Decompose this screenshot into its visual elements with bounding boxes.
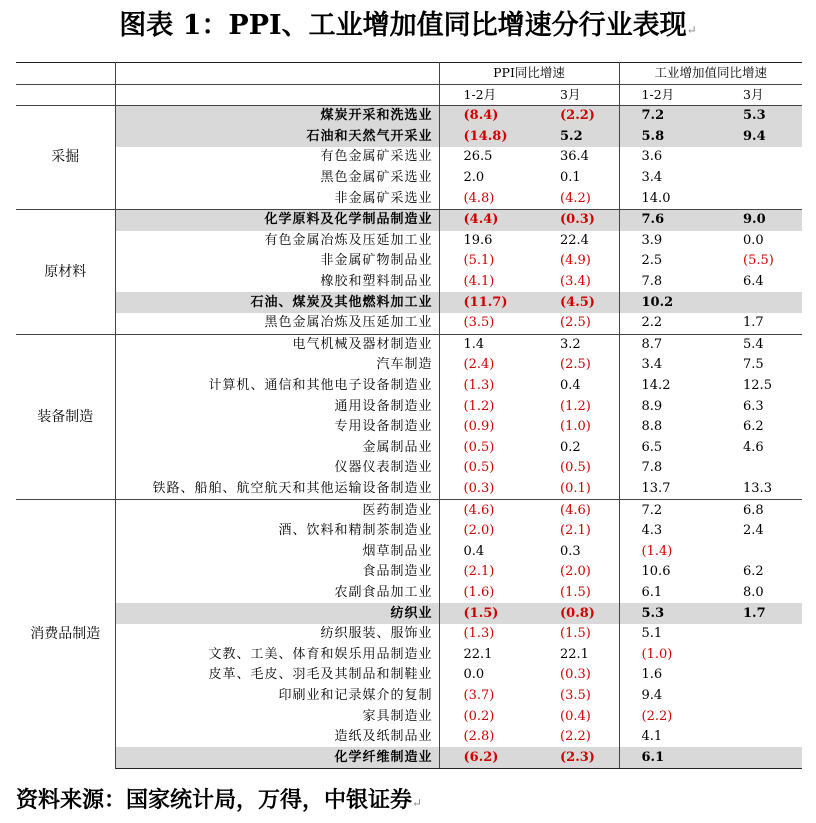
iav-mar-cell <box>711 727 802 748</box>
industry-cell: 文教、工美、体育和娱乐用品制造业 <box>115 644 439 665</box>
industry-cell: 烟草制品业 <box>115 541 439 562</box>
ppi-jan-feb-cell: (3.5) <box>463 315 495 331</box>
industry-cell: 石油、煤炭及其他燃料加工业 <box>115 292 439 313</box>
ppi-jan-feb-cell: (3.7) <box>463 687 495 703</box>
industry-cell: 化学纤维制造业 <box>115 747 439 768</box>
ppi-mar-cell: (2.0) <box>530 562 619 583</box>
header-ppi: PPI同比增速 <box>439 63 619 85</box>
ppi-mar-cell: (1.5) <box>530 624 619 645</box>
header-blank-group <box>16 63 115 85</box>
header-iav-mar: 3月 <box>711 84 802 106</box>
ppi-jan-feb-cell: (14.8) <box>439 127 530 148</box>
table-row <box>16 313 802 334</box>
industry-table <box>16 62 802 769</box>
ppi-jan-feb-cell: (0.2) <box>463 708 495 724</box>
industry-cell: 橡胶和塑料制品业 <box>115 272 439 293</box>
table-row <box>16 168 802 189</box>
table-row <box>16 438 802 459</box>
header-iav-jan-feb: 1-2月 <box>619 84 711 106</box>
ppi-jan-feb-cell: (4.6) <box>439 500 530 521</box>
iav-mar-cell: 5.4 <box>711 334 802 355</box>
iav-jan-feb-cell: 7.8 <box>641 460 663 476</box>
ppi-mar-cell: 3.2 <box>530 334 619 355</box>
table-row <box>16 272 802 293</box>
ppi-mar-cell: 0.2 <box>530 438 619 459</box>
table-row <box>16 583 802 604</box>
table-row <box>16 292 802 313</box>
ppi-jan-feb-cell: (5.1) <box>463 253 495 269</box>
header-ppi-mar: 3月 <box>530 84 619 106</box>
ppi-jan-feb-cell: 22.1 <box>463 646 493 662</box>
iav-mar-cell: 13.3 <box>743 480 772 496</box>
ppi-mar-cell: (0.5) <box>530 458 619 479</box>
ppi-jan-feb-cell: (1.5) <box>439 603 530 624</box>
header-ppi-jan-feb: 1-2月 <box>439 84 530 106</box>
ppi-mar-cell: (4.6) <box>530 500 619 521</box>
table-body <box>16 106 802 769</box>
iav-jan-feb-cell: 8.9 <box>641 398 663 414</box>
iav-jan-feb-cell: 2.2 <box>641 315 663 331</box>
ppi-mar-cell: (4.2) <box>530 188 619 209</box>
industry-cell: 仪器仪表制造业 <box>115 458 439 479</box>
table-row <box>16 127 802 148</box>
iav-mar-cell: 6.2 <box>743 564 764 580</box>
ppi-mar-cell: (4.9) <box>530 251 619 272</box>
iav-mar-cell <box>711 644 802 665</box>
ppi-mar-cell: (1.5) <box>530 583 619 604</box>
ppi-mar-cell: (3.4) <box>530 272 619 293</box>
iav-jan-feb-cell: 13.7 <box>641 480 671 496</box>
ppi-jan-feb-cell: (0.9) <box>463 419 495 435</box>
iav-mar-cell <box>711 541 802 562</box>
table-row <box>16 188 802 209</box>
group-label: 消费品制造 <box>16 500 115 769</box>
ppi-jan-feb-cell: (4.1) <box>463 274 495 290</box>
iav-mar-cell: 6.4 <box>743 274 764 290</box>
ppi-jan-feb-cell: (0.5) <box>463 460 495 476</box>
table-row <box>16 562 802 583</box>
industry-cell: 食品制造业 <box>115 562 439 583</box>
ppi-jan-feb-cell: (0.5) <box>463 439 495 455</box>
iav-jan-feb-cell: 7.2 <box>619 500 711 521</box>
iav-jan-feb-cell: 14.2 <box>641 378 671 394</box>
ppi-mar-cell: 0.3 <box>530 541 619 562</box>
iav-mar-cell: 0.0 <box>743 232 764 248</box>
ppi-jan-feb-cell: (1.3) <box>463 626 495 642</box>
industry-cell: 汽车制造 <box>115 355 439 376</box>
iav-jan-feb-cell: 6.1 <box>641 584 663 600</box>
iav-jan-feb-cell: 6.1 <box>619 747 711 768</box>
table-row <box>16 603 802 624</box>
industry-cell: 黑色金属矿采选业 <box>115 168 439 189</box>
ppi-mar-cell: (0.1) <box>530 479 619 500</box>
ppi-mar-cell: (2.2) <box>530 106 619 127</box>
industry-cell: 印刷业和记录媒介的复制 <box>115 686 439 707</box>
ppi-mar-cell: (2.3) <box>530 747 619 768</box>
iav-mar-cell: 9.4 <box>711 127 802 148</box>
group-label: 采掘 <box>16 106 115 210</box>
iav-mar-cell <box>711 624 802 645</box>
iav-jan-feb-cell: 8.7 <box>619 334 711 355</box>
industry-cell: 铁路、船舶、航空航天和其他运输设备制造业 <box>115 479 439 500</box>
industry-cell: 医药制造业 <box>115 500 439 521</box>
iav-mar-cell: 2.4 <box>743 523 764 539</box>
iav-jan-feb-cell: (2.2) <box>641 708 673 724</box>
iav-mar-cell: 6.8 <box>711 500 802 521</box>
iav-jan-feb-cell: 10.6 <box>641 564 671 580</box>
industry-cell: 造纸及纸制品业 <box>115 727 439 748</box>
iav-jan-feb-cell: 14.0 <box>641 190 671 206</box>
table-row <box>16 665 802 686</box>
table-row <box>16 686 802 707</box>
ppi-jan-feb-cell: (8.4) <box>439 106 530 127</box>
table-row <box>16 727 802 748</box>
iav-mar-cell: 1.7 <box>711 603 802 624</box>
iav-mar-cell: 6.3 <box>743 398 764 414</box>
header-blank-group-2 <box>16 84 115 106</box>
ppi-mar-cell: (0.4) <box>530 706 619 727</box>
iav-mar-cell <box>711 458 802 479</box>
ppi-mar-cell: (2.2) <box>530 727 619 748</box>
table-row <box>16 396 802 417</box>
ppi-mar-cell: (2.5) <box>530 313 619 334</box>
iav-jan-feb-cell: 5.8 <box>619 127 711 148</box>
ppi-jan-feb-cell: (4.4) <box>439 209 530 230</box>
iav-mar-cell: 1.7 <box>743 315 764 331</box>
ppi-jan-feb-cell: 1.4 <box>439 334 530 355</box>
iav-mar-cell: 12.5 <box>743 378 772 394</box>
ppi-jan-feb-cell: (2.1) <box>463 564 495 580</box>
iav-jan-feb-cell: 7.2 <box>619 106 711 127</box>
iav-jan-feb-cell: 7.8 <box>641 274 663 290</box>
iav-jan-feb-cell: 3.6 <box>641 149 663 165</box>
header-blank-industry-2 <box>115 84 439 106</box>
table-row <box>16 376 802 397</box>
header-iav: 工业增加值同比增速 <box>619 63 802 85</box>
industry-cell: 有色金属矿采选业 <box>115 147 439 168</box>
industry-cell: 电气机械及器材制造业 <box>115 334 439 355</box>
ppi-mar-cell: (4.5) <box>530 292 619 313</box>
industry-cell: 农副食品加工业 <box>115 583 439 604</box>
industry-cell: 酒、饮料和精制茶制造业 <box>115 521 439 542</box>
ppi-mar-cell: 36.4 <box>530 147 619 168</box>
industry-cell: 有色金属冶炼及压延加工业 <box>115 231 439 252</box>
ppi-mar-cell: (1.2) <box>530 396 619 417</box>
ppi-jan-feb-cell: (0.3) <box>463 480 495 496</box>
ppi-jan-feb-cell: 0.4 <box>463 543 485 559</box>
table-row <box>16 479 802 500</box>
industry-cell: 金属制品业 <box>115 438 439 459</box>
ppi-jan-feb-cell: (2.8) <box>463 729 495 745</box>
iav-jan-feb-cell: 3.9 <box>641 232 663 248</box>
iav-mar-cell <box>711 168 802 189</box>
iav-jan-feb-cell: 4.1 <box>641 729 663 745</box>
industry-cell: 石油和天然气开采业 <box>115 127 439 148</box>
iav-jan-feb-cell: 9.4 <box>641 687 663 703</box>
table-row <box>16 209 802 230</box>
iav-mar-cell: 7.5 <box>743 357 764 373</box>
industry-cell: 黑色金属冶炼及压延加工业 <box>115 313 439 334</box>
iav-jan-feb-cell: 10.2 <box>619 292 711 313</box>
ppi-jan-feb-cell: 19.6 <box>463 232 493 248</box>
group-label: 装备制造 <box>16 334 115 500</box>
iav-mar-cell <box>711 147 802 168</box>
industry-cell: 皮革、毛皮、羽毛及其制品和制鞋业 <box>115 665 439 686</box>
table-row <box>16 417 802 438</box>
iav-mar-cell <box>711 292 802 313</box>
industry-cell: 通用设备制造业 <box>115 396 439 417</box>
iav-jan-feb-cell: 2.5 <box>641 253 663 269</box>
ppi-mar-cell: (1.0) <box>530 417 619 438</box>
industry-cell: 化学原料及化学制品制造业 <box>115 209 439 230</box>
ppi-jan-feb-cell: 2.0 <box>463 170 485 186</box>
ppi-mar-cell: 5.2 <box>530 127 619 148</box>
table-row <box>16 458 802 479</box>
source-note: 资料来源：国家统计局，万得，中银证券↵ <box>16 787 423 813</box>
group-label: 原材料 <box>16 209 115 334</box>
ppi-jan-feb-cell: (2.0) <box>463 523 495 539</box>
ppi-jan-feb-cell: (2.4) <box>463 357 495 373</box>
iav-mar-cell <box>711 188 802 209</box>
ppi-mar-cell: 0.1 <box>530 168 619 189</box>
ppi-jan-feb-cell: (1.6) <box>463 584 495 600</box>
iav-mar-cell <box>711 706 802 727</box>
iav-jan-feb-cell: 3.4 <box>641 357 663 373</box>
industry-cell: 纺织业 <box>115 603 439 624</box>
header-row-2 <box>16 84 802 106</box>
iav-jan-feb-cell: 4.3 <box>641 523 663 539</box>
iav-mar-cell <box>711 747 802 768</box>
figure-title: 图表 1：PPI、工业增加值同比增速分行业表现↵ <box>119 10 697 41</box>
iav-mar-cell: 6.2 <box>743 419 764 435</box>
ppi-jan-feb-cell: (4.8) <box>463 190 495 206</box>
ppi-mar-cell: (2.1) <box>530 521 619 542</box>
table-row <box>16 624 802 645</box>
industry-cell: 专用设备制造业 <box>115 417 439 438</box>
iav-jan-feb-cell: 1.6 <box>641 667 663 683</box>
industry-cell: 家具制造业 <box>115 706 439 727</box>
ppi-jan-feb-cell: (1.3) <box>463 378 495 394</box>
ppi-jan-feb-cell: (6.2) <box>439 747 530 768</box>
iav-mar-cell: 4.6 <box>743 439 764 455</box>
industry-cell: 非金属矿物制品业 <box>115 251 439 272</box>
industry-cell: 纺织服装、服饰业 <box>115 624 439 645</box>
table-row <box>16 747 802 768</box>
table-row <box>16 521 802 542</box>
paragraph-mark: ↵ <box>412 796 423 810</box>
ppi-mar-cell: (0.8) <box>530 603 619 624</box>
industry-cell: 非金属矿采选业 <box>115 188 439 209</box>
ppi-mar-cell: (0.3) <box>530 209 619 230</box>
iav-mar-cell: (5.5) <box>743 253 774 269</box>
table-row <box>16 231 802 252</box>
iav-mar-cell: 5.3 <box>711 106 802 127</box>
table-row <box>16 706 802 727</box>
table-row <box>16 644 802 665</box>
ppi-mar-cell: 22.1 <box>530 644 619 665</box>
ppi-jan-feb-cell: 0.0 <box>463 667 485 683</box>
ppi-mar-cell: 22.4 <box>530 231 619 252</box>
ppi-mar-cell: (0.3) <box>530 665 619 686</box>
iav-jan-feb-cell: 5.1 <box>641 626 663 642</box>
iav-jan-feb-cell: (1.4) <box>641 543 673 559</box>
table-row <box>16 355 802 376</box>
table-row <box>16 334 802 355</box>
iav-jan-feb-cell: 6.5 <box>641 439 663 455</box>
industry-cell: 煤炭开采和洗选业 <box>115 106 439 127</box>
ppi-jan-feb-cell: (1.2) <box>463 398 495 414</box>
iav-mar-cell <box>711 665 802 686</box>
ppi-jan-feb-cell: (11.7) <box>439 292 530 313</box>
header-row-1 <box>16 63 802 85</box>
iav-mar-cell <box>711 686 802 707</box>
paragraph-mark: ↵ <box>686 23 697 37</box>
table-row <box>16 251 802 272</box>
table-row <box>16 147 802 168</box>
header-blank-industry <box>115 63 439 85</box>
ppi-jan-feb-cell: 26.5 <box>463 149 493 165</box>
iav-jan-feb-cell: 7.6 <box>619 209 711 230</box>
iav-jan-feb-cell: (1.0) <box>641 646 673 662</box>
iav-jan-feb-cell: 8.8 <box>641 419 663 435</box>
iav-mar-cell: 8.0 <box>743 584 764 600</box>
iav-mar-cell: 9.0 <box>711 209 802 230</box>
ppi-mar-cell: (2.5) <box>530 355 619 376</box>
iav-jan-feb-cell: 3.4 <box>641 170 663 186</box>
ppi-mar-cell: (3.5) <box>530 686 619 707</box>
table-row <box>16 106 802 127</box>
iav-jan-feb-cell: 5.3 <box>619 603 711 624</box>
table-row <box>16 500 802 521</box>
industry-cell: 计算机、通信和其他电子设备制造业 <box>115 376 439 397</box>
ppi-mar-cell: 0.4 <box>530 376 619 397</box>
table-row <box>16 541 802 562</box>
